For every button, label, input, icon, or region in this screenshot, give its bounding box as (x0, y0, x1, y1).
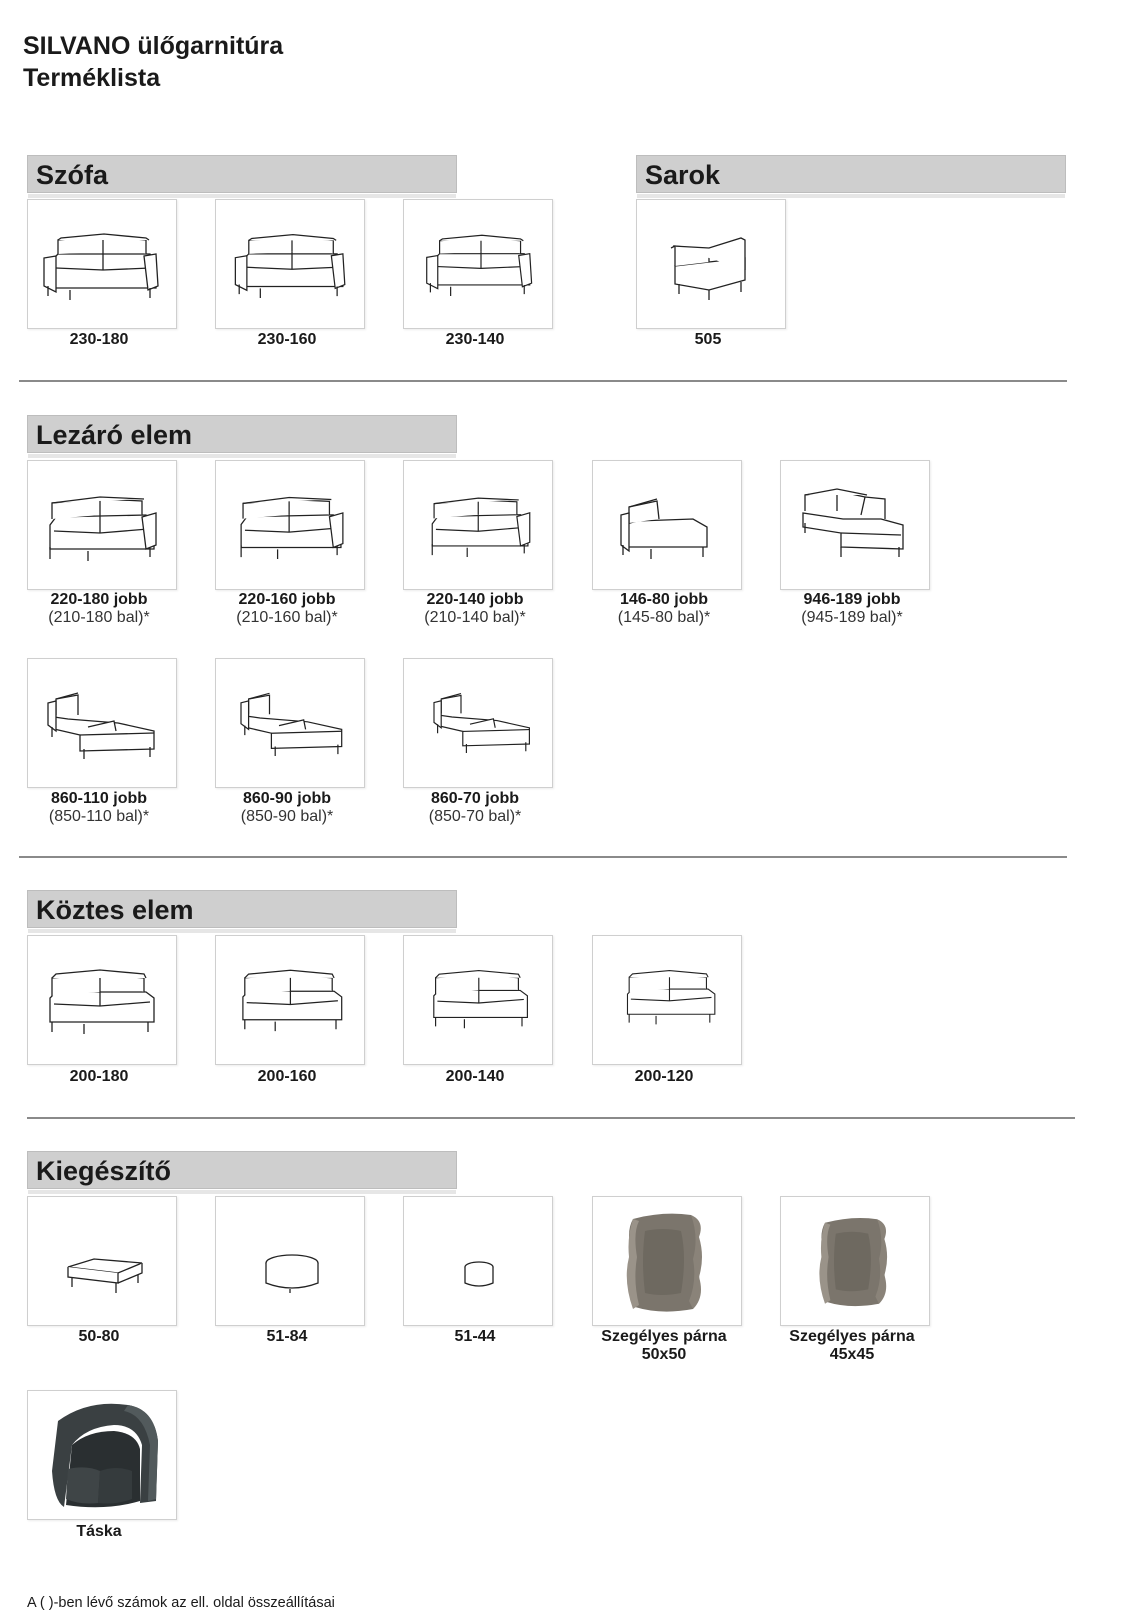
round-pouf-small-icon (404, 1197, 552, 1325)
product-tile-lezaro-5 (780, 460, 930, 590)
product-tile-lezaro-3 (403, 460, 553, 590)
ottoman-icon (28, 1197, 176, 1325)
product-tile-kiegeszito-2 (215, 1196, 365, 1326)
armless-sofa-icon (216, 936, 364, 1064)
armrest-bag-icon (28, 1391, 176, 1519)
product-label: 51-44 (454, 1328, 496, 1345)
product-tile-koztes-2 (215, 935, 365, 1065)
product-label: 200-140 (445, 1068, 505, 1085)
section-header-lezaro: Lezáró elem (27, 415, 457, 453)
product-label: 946-189 jobb (945-189 bal)* (801, 591, 903, 626)
product-tile-kiegeszito-3 (403, 1196, 553, 1326)
product-label: 230-160 (257, 331, 317, 348)
sofa-with-arms-icon (404, 200, 552, 328)
product-label: 146-80 jobb (145-80 bal)* (617, 591, 711, 626)
product-tile-koztes-1 (27, 935, 177, 1065)
corner-chaise-icon (781, 461, 929, 589)
chaise-small-icon (593, 461, 741, 589)
product-tile-kiegeszito-1 (27, 1196, 177, 1326)
product-tile-koztes-4 (592, 935, 742, 1065)
section-header-szofa: Szófa (27, 155, 457, 193)
footnote: A ( )-ben lévő számok az ell. oldal összeállításai (27, 1595, 335, 1611)
product-tile-lezaro-2 (215, 460, 365, 590)
product-tile-szofa-3 (403, 199, 553, 329)
armless-sofa-icon (28, 936, 176, 1064)
end-sofa-right-arm-icon (28, 461, 176, 589)
product-tile-lezaro-4 (592, 460, 742, 590)
cushion-icon (781, 1197, 929, 1325)
product-label: 51-84 (266, 1328, 308, 1345)
product-tile-lezaro-8 (403, 658, 553, 788)
cushion-icon (593, 1197, 741, 1325)
recamier-icon (216, 659, 364, 787)
product-label: Szegélyes párna 45x45 (789, 1328, 915, 1363)
product-tile-szofa-2 (215, 199, 365, 329)
product-label: 860-70 jobb (850-70 bal)* (428, 790, 522, 825)
product-tile-szofa-1 (27, 199, 177, 329)
product-label: 220-180 jobb (210-180 bal)* (48, 591, 150, 626)
product-label: 230-140 (445, 331, 505, 348)
end-sofa-right-arm-icon (404, 461, 552, 589)
section-header-sarok: Sarok (636, 155, 1066, 193)
product-label: 860-90 jobb (850-90 bal)* (240, 790, 334, 825)
product-label: 230-180 (69, 331, 129, 348)
sofa-with-arms-icon (28, 200, 176, 328)
title-line-1: SILVANO ülőgarnitúra (23, 32, 284, 60)
recamier-icon (404, 659, 552, 787)
section-divider (19, 856, 1067, 858)
recamier-icon (28, 659, 176, 787)
section-header-kiegeszito: Kiegészítő (27, 1151, 457, 1189)
round-pouf-large-icon (216, 1197, 364, 1325)
section-header-koztes: Köztes elem (27, 890, 457, 928)
product-label: 200-120 (634, 1068, 694, 1085)
sofa-with-arms-icon (216, 200, 364, 328)
product-tile-kiegeszito-6 (27, 1390, 177, 1520)
armless-sofa-icon (593, 936, 741, 1064)
product-label: 220-160 jobb (210-160 bal)* (236, 591, 338, 626)
page-title (23, 30, 283, 94)
product-tile-kiegeszito-5 (780, 1196, 930, 1326)
end-sofa-right-arm-icon (216, 461, 364, 589)
armless-sofa-icon (404, 936, 552, 1064)
product-label: 505 (694, 331, 722, 348)
product-tile-sarok-1 (636, 199, 786, 329)
product-tile-lezaro-6 (27, 658, 177, 788)
product-label: Szegélyes párna 50x50 (601, 1328, 727, 1363)
product-label: 50-80 (78, 1328, 120, 1345)
section-divider (27, 1117, 1075, 1119)
product-tile-kiegeszito-4 (592, 1196, 742, 1326)
product-tile-lezaro-7 (215, 658, 365, 788)
product-label: 220-140 jobb (210-140 bal)* (424, 591, 526, 626)
section-divider (19, 380, 1067, 382)
title-line-2: Terméklista (23, 64, 161, 92)
product-label: Táska (76, 1523, 122, 1540)
product-tile-koztes-3 (403, 935, 553, 1065)
product-label: 860-110 jobb (850-110 bal)* (48, 790, 150, 825)
product-tile-lezaro-1 (27, 460, 177, 590)
corner-element-icon (637, 200, 785, 328)
product-label: 200-160 (257, 1068, 317, 1085)
product-label: 200-180 (69, 1068, 129, 1085)
